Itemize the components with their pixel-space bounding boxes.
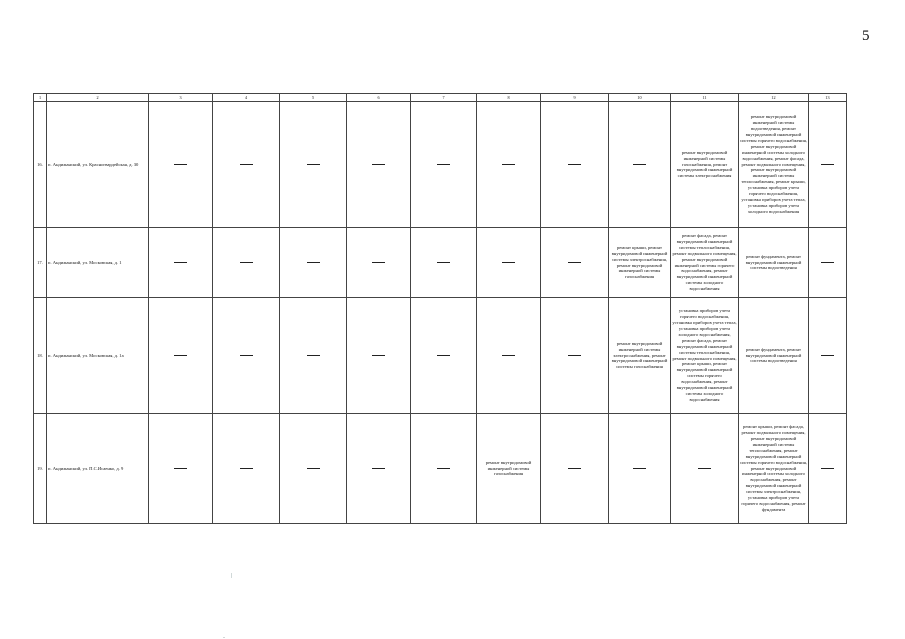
address-cell: п. Андижанский, ул. Московская, д. 1а (47, 298, 149, 414)
dash-mark (240, 262, 253, 263)
empty-cell (149, 102, 213, 228)
work-cell: ремонт внутридомовой инженерной системы электроснабжения, ремонт внутридомовой инженерной системы газоснабжения (609, 298, 671, 414)
dash-mark (502, 355, 515, 356)
address-cell: п. Андижанский, ул. П.С.Исаенко, д. 9 (47, 414, 149, 524)
dash-mark (821, 164, 834, 165)
dash-mark (437, 355, 450, 356)
dash-mark (568, 262, 581, 263)
empty-cell (671, 414, 739, 524)
work-cell: ремонт крыши, ремонт внутридомовой инженерной системы электроснабжения, ремонт внутридомовой инженерной системы газоснабжения (609, 228, 671, 298)
dash-mark (174, 164, 187, 165)
work-cell: ремонт фасада, ремонт внутридомовой инженерной системы теплоснабжения, ремонт подвального помещения, ремонт внутридомовой инженерной системы горячего водоснабжения, ремонт внутридомовой инженерной системы холодного водоснабжения (671, 228, 739, 298)
empty-cell (809, 414, 847, 524)
empty-cell (411, 102, 477, 228)
dash-mark (437, 468, 450, 469)
column-number: 12 (739, 94, 809, 102)
dash-mark (307, 262, 320, 263)
dash-mark (437, 262, 450, 263)
dash-mark (502, 164, 515, 165)
empty-cell (477, 102, 541, 228)
column-number: 11 (671, 94, 739, 102)
empty-cell (280, 228, 347, 298)
empty-cell (411, 414, 477, 524)
empty-cell (347, 414, 411, 524)
address-cell: п. Андижанский, ул. Московская, д. 1 (47, 228, 149, 298)
empty-cell (809, 298, 847, 414)
dash-mark (372, 468, 385, 469)
dash-mark (372, 262, 385, 263)
work-cell: ремонт внутридомовой инженерной системы газоснабжения (477, 414, 541, 524)
dash-mark (372, 355, 385, 356)
empty-cell (213, 414, 280, 524)
empty-cell (280, 102, 347, 228)
column-number: 9 (541, 94, 609, 102)
empty-cell (280, 298, 347, 414)
dash-mark (821, 355, 834, 356)
empty-cell (213, 228, 280, 298)
empty-cell (609, 102, 671, 228)
dash-mark (568, 355, 581, 356)
table-row (34, 228, 847, 298)
address-cell: п. Андижанский, ул. Красногвардейская, д. 30 (47, 102, 149, 228)
dash-mark (821, 468, 834, 469)
column-number: 3 (149, 94, 213, 102)
scan-speck (223, 637, 225, 638)
row-number: 17. (34, 228, 47, 298)
work-cell: установка приборов учета горячего водоснабжения, установка приборов учета тепла, установка приборов учета холодного водоснабжения, ремонт фасада, ремонт внутридомовой инженерной системы теплоснабжения, ремонт подвального помещения, ремонт крыши, ремонт внутридомовой инженерной системы горячего водоснабжения, ремонт внутридомовой инженерной системы холодного водоснабжения (671, 298, 739, 414)
column-number-row (34, 94, 847, 102)
empty-cell (213, 298, 280, 414)
empty-cell (477, 228, 541, 298)
empty-cell (280, 414, 347, 524)
dash-mark (174, 262, 187, 263)
dash-mark (633, 164, 646, 165)
dash-mark (633, 468, 646, 469)
dash-mark (240, 355, 253, 356)
empty-cell (411, 228, 477, 298)
work-cell: ремонт внутридомовой инженерной системы газоснабжения, ремонт внутридомовой инженерной системы электроснабжения (671, 102, 739, 228)
dash-mark (307, 355, 320, 356)
column-number: 13 (809, 94, 847, 102)
dash-mark (502, 262, 515, 263)
empty-cell (609, 414, 671, 524)
work-cell: ремонт внутридомовой инженерной системы водоотведения, ремонт внутридомовой инженерной системы горячего водоснабжения, ремонт внутридомовой инженерной системы холодного водоснабжения, ремонт фасада, ремонт подвального помещения, ремонт внутридомовой инженерной системы теплоснабжения, ремонт крыши, установка приборов учета горячего водоснабжения, установка приборов учета тепла, установка приборов учета холодного водоснабжения (739, 102, 809, 228)
row-number: 18. (34, 298, 47, 414)
dash-mark (372, 164, 385, 165)
repair-schedule-table (33, 93, 847, 524)
table-row (34, 298, 847, 414)
column-number: 1 (34, 94, 47, 102)
dash-mark (174, 355, 187, 356)
table-row (34, 102, 847, 228)
empty-cell (541, 414, 609, 524)
column-number: 10 (609, 94, 671, 102)
dash-mark (568, 468, 581, 469)
dash-mark (240, 468, 253, 469)
dash-mark (698, 468, 711, 469)
empty-cell (541, 102, 609, 228)
empty-cell (809, 102, 847, 228)
dash-mark (174, 468, 187, 469)
empty-cell (541, 298, 609, 414)
work-cell: ремонт крыши, ремонт фасада, ремонт подвального помещения, ремонт внутридомовой инженерной системы теплоснабжения, ремонт внутридомовой инженерной системы горячего водоснабжения, ремонт внутридомовой инженерной системы холодного водоснабжения, ремонт внутридомовой инженерной системы электроснабжения, установка приборов учета горячего водоснабжения, ремонт фундамента (739, 414, 809, 524)
empty-cell (149, 228, 213, 298)
empty-cell (411, 298, 477, 414)
empty-cell (149, 414, 213, 524)
row-number: 19. (34, 414, 47, 524)
dash-mark (307, 164, 320, 165)
table-row (34, 414, 847, 524)
column-number: 5 (280, 94, 347, 102)
work-cell: ремонт фундамента, ремонт внутридомовой инженерной системы водоотведения (739, 228, 809, 298)
dash-mark (437, 164, 450, 165)
row-number: 16. (34, 102, 47, 228)
scan-speck (231, 573, 232, 578)
column-number: 2 (47, 94, 149, 102)
work-cell: ремонт фундамента, ремонт внутридомовой инженерной системы водоотведения (739, 298, 809, 414)
column-number: 6 (347, 94, 411, 102)
dash-mark (307, 468, 320, 469)
empty-cell (213, 102, 280, 228)
empty-cell (347, 228, 411, 298)
empty-cell (149, 298, 213, 414)
empty-cell (477, 298, 541, 414)
empty-cell (347, 298, 411, 414)
dash-mark (240, 164, 253, 165)
dash-mark (568, 164, 581, 165)
page-number: 5 (862, 28, 870, 44)
column-number: 4 (213, 94, 280, 102)
empty-cell (809, 228, 847, 298)
empty-cell (347, 102, 411, 228)
column-number: 7 (411, 94, 477, 102)
empty-cell (541, 228, 609, 298)
dash-mark (821, 262, 834, 263)
column-number: 8 (477, 94, 541, 102)
